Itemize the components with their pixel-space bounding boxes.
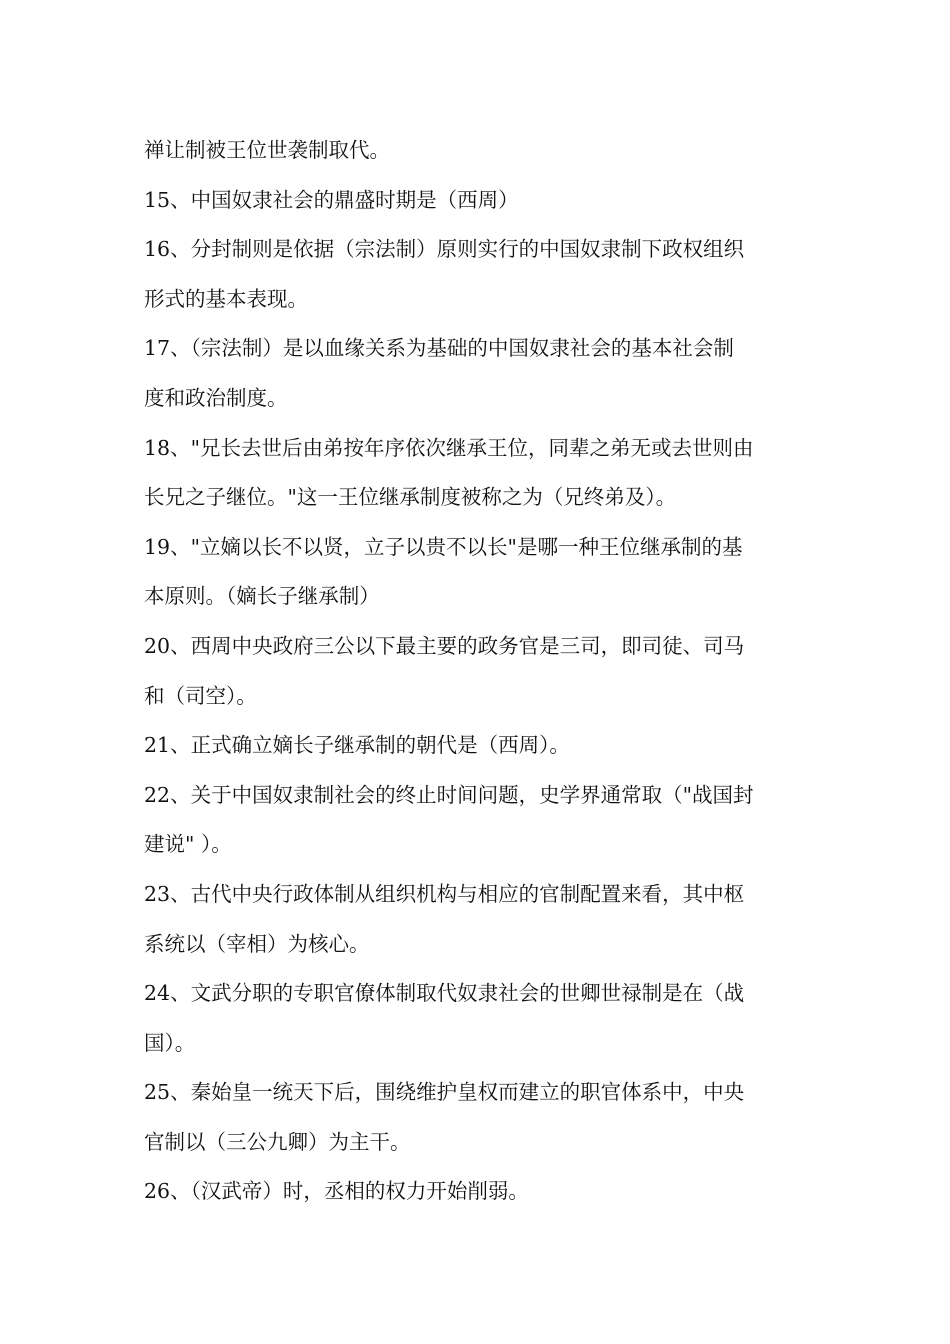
text-line: 国）。: [144, 1030, 196, 1055]
document-body: [144, 126, 810, 1217]
text-line: 15、中国奴隶社会的鼎盛时期是（西周）: [144, 187, 519, 212]
text-line: 度和政治制度。: [144, 385, 288, 410]
text-line: 17、（宗法制）是以血缘关系为基础的中国奴隶社会的基本社会制: [144, 336, 734, 361]
text-line: 形式的基本表现。: [144, 286, 308, 311]
text-line: 长兄之子继位。"这一王位继承制度被称之为（兄终弟及）。: [144, 485, 677, 510]
text-line: 20、西周中央政府三公以下最主要的政务官是三司，即司徒、司马: [144, 633, 745, 658]
text-line: 系统以（宰相）为核心。: [144, 931, 370, 956]
text-line: 26、（汉武帝）时，丞相的权力开始削弱。: [144, 1179, 529, 1204]
text-line: 24、文武分职的专职官僚体制取代奴隶社会的世卿世禄制是在（战: [144, 981, 745, 1006]
text-line: 和（司空）。: [144, 683, 257, 708]
text-line: 23、古代中央行政体制从组织机构与相应的官制配置来看，其中枢: [144, 881, 745, 906]
text-line: 建说" ）。: [144, 832, 232, 857]
text-line: 18、"兄长去世后由弟按年序依次继承王位，同辈之弟无或去世则由: [144, 435, 754, 460]
text-line: 官制以（三公九卿）为主干。: [144, 1129, 411, 1154]
text-line: 19、"立嫡以长不以贤，立子以贵不以长"是哪一种王位继承制的基: [144, 534, 743, 559]
text-line: 21、正式确立嫡长子继承制的朝代是（西周）。: [144, 733, 570, 758]
text-line: 25、秦始皇一统天下后，围绕维护皇权而建立的职官体系中，中央: [144, 1080, 745, 1105]
text-line: 本原则。（嫡长子继承制）: [144, 584, 380, 609]
text-line: 22、关于中国奴隶制社会的终止时间问题，史学界通常取（"战国封: [144, 782, 754, 807]
text-line: 16、分封制则是依据（宗法制）原则实行的中国奴隶制下政权组织: [144, 237, 745, 262]
text-line: 禅让制被王位世袭制取代。: [144, 138, 390, 162]
